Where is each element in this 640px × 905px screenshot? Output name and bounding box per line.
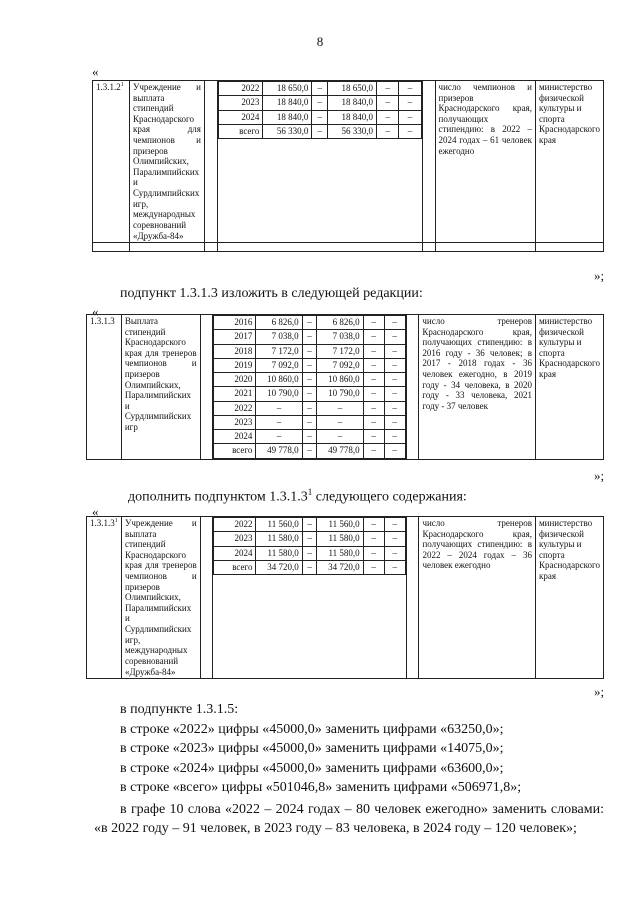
amount-cell: 7 038,0: [256, 330, 302, 344]
amount-cell: 6 826,0: [256, 316, 302, 330]
amount-cell: –: [384, 560, 405, 574]
open-quote: «: [92, 504, 99, 519]
amount-cell: –: [256, 415, 302, 429]
edits-intro: в подпункте 1.3.1.5:: [120, 702, 239, 717]
amount-cell: –: [384, 330, 405, 344]
amount-cell: 11 560,0: [256, 518, 302, 532]
amount-cell: –: [302, 373, 317, 387]
amount-cell: –: [377, 96, 399, 110]
amount-cell: –: [302, 430, 317, 444]
year-cell: 2024: [218, 110, 263, 124]
amount-cell: 49 778,0: [256, 444, 302, 458]
close-quote: »;: [594, 268, 605, 283]
amount-cell: 7 092,0: [317, 358, 363, 372]
amount-cell: –: [302, 444, 317, 458]
open-quote: «: [92, 304, 99, 319]
finance-row: [214, 444, 405, 458]
year-cell: всего: [218, 124, 263, 138]
amount-cell: –: [363, 358, 384, 372]
amount-cell: 11 580,0: [317, 532, 363, 546]
year-cell: 2024: [214, 546, 256, 560]
amount-cell: –: [363, 401, 384, 415]
year-cell: 2018: [214, 344, 256, 358]
finance-row: [214, 546, 405, 560]
amount-cell: 56 330,0: [328, 124, 377, 138]
year-cell: 2022: [214, 401, 256, 415]
amount-cell: –: [302, 316, 317, 330]
amount-cell: –: [363, 546, 384, 560]
amount-cell: –: [302, 546, 317, 560]
amount-cell: –: [312, 82, 328, 96]
heading-subitem-1-3-1-3: подпункт 1.3.1.3 изложить в следующей редакции:: [120, 286, 423, 301]
amount-cell: 34 720,0: [256, 560, 302, 574]
amount-cell: –: [312, 96, 328, 110]
finance-row: [218, 82, 421, 96]
finance-row: [214, 387, 405, 401]
open-quote: «: [92, 64, 99, 79]
year-cell: 2023: [218, 96, 263, 110]
amount-cell: –: [363, 344, 384, 358]
amount-cell: –: [363, 330, 384, 344]
item-name: Учреждение и выплата стипендий Краснодарского края для тренеров чемпионов и призеров Олимпийских, Паралимпийских и Сурдлимпийских игр, международных соревнований «Дружба-84»: [121, 517, 200, 679]
amount-cell: –: [384, 387, 405, 401]
heading-subitem-1-3-1-3-1: дополнить подпунктом 1.3.1.3$^1$ следующего содержания:: [128, 487, 467, 505]
amount-cell: –: [399, 124, 421, 138]
finance-row: [218, 96, 421, 110]
amount-cell: 18 840,0: [328, 110, 377, 124]
amount-cell: –: [363, 316, 384, 330]
amount-cell: 11 580,0: [256, 546, 302, 560]
amount-cell: 18 650,0: [328, 82, 377, 96]
finance-row: [214, 560, 405, 574]
amount-cell: –: [302, 358, 317, 372]
amount-cell: 11 580,0: [317, 546, 363, 560]
amount-cell: –: [363, 415, 384, 429]
amount-cell: –: [399, 96, 421, 110]
table-block-2: [86, 314, 604, 460]
item-executor: министерство физической культуры и спорта Краснодарского края: [535, 81, 603, 243]
amount-cell: 7 092,0: [256, 358, 302, 372]
amount-cell: –: [363, 430, 384, 444]
item-name: Выплата стипендий Краснодарского края для тренеров чемпионов и призеров Олимпийских, Паралимпийских и Сурдлимпийских игр: [121, 315, 200, 460]
edit-line: в строке «2024» цифры «45000,0» заменить цифрами «63600,0»;: [120, 760, 504, 776]
edit-line: в строке «всего» цифры «501046,8» заменить цифрами «506971,8»;: [120, 780, 522, 795]
amount-cell: –: [399, 82, 421, 96]
amount-cell: 6 826,0: [317, 316, 363, 330]
finance-row: [214, 316, 405, 330]
finance-cell: [213, 315, 406, 460]
amount-cell: –: [384, 415, 405, 429]
amount-cell: –: [363, 518, 384, 532]
amount-cell: –: [302, 518, 317, 532]
item-executor: министерство физической культуры и спорта Краснодарского края: [535, 315, 603, 460]
finance-table: [213, 315, 405, 459]
finance-row: [214, 532, 405, 546]
item-result: число тренеров Краснодарского края, получающих стипендию: в 2022 – 2024 годах – 36 человек ежегодно: [419, 517, 536, 679]
year-cell: 2023: [214, 532, 256, 546]
amount-cell: –: [256, 401, 302, 415]
amount-cell: –: [317, 415, 363, 429]
item-code: 1.3.1.2$^1$: [93, 81, 130, 243]
amount-cell: –: [312, 110, 328, 124]
close-quote: »;: [594, 468, 605, 483]
amount-cell: –: [377, 82, 399, 96]
amount-cell: 56 330,0: [263, 124, 312, 138]
finance-row: [214, 373, 405, 387]
amount-cell: –: [302, 344, 317, 358]
amount-cell: 10 790,0: [317, 387, 363, 401]
amount-cell: 18 840,0: [263, 96, 312, 110]
amount-cell: –: [317, 430, 363, 444]
edit-line-wrap: в графе 10 слова «2022 – 2024 годах – 80 человек ежегодно» заменить словами: «в 2022 году – 91 человек, в 2023 году – 83 человека, в 2024 году – 120 человек»;: [94, 802, 604, 836]
year-cell: 2023: [214, 415, 256, 429]
finance-row: [214, 330, 405, 344]
amount-cell: –: [384, 373, 405, 387]
amount-cell: –: [384, 358, 405, 372]
finance-cell: [217, 81, 422, 243]
amount-cell: –: [363, 560, 384, 574]
amount-cell: 18 650,0: [263, 82, 312, 96]
amount-cell: 7 172,0: [317, 344, 363, 358]
amount-cell: –: [377, 124, 399, 138]
amount-cell: 10 860,0: [256, 373, 302, 387]
finance-row: [214, 518, 405, 532]
amount-cell: –: [302, 532, 317, 546]
item-executor: министерство физической культуры и спорта Краснодарского края: [535, 517, 603, 679]
amount-cell: 10 790,0: [256, 387, 302, 401]
amount-cell: –: [302, 560, 317, 574]
edit-line: в строке «2022» цифры «45000,0» заменить цифрами «63250,0»;: [120, 721, 504, 737]
year-cell: всего: [214, 560, 256, 574]
finance-cell: [213, 517, 406, 679]
finance-row: [214, 430, 405, 444]
amount-cell: –: [363, 387, 384, 401]
amount-cell: –: [302, 330, 317, 344]
finance-row: [218, 110, 421, 124]
year-cell: 2017: [214, 330, 256, 344]
amount-cell: 18 840,0: [263, 110, 312, 124]
amount-cell: –: [317, 401, 363, 415]
amount-cell: –: [302, 415, 317, 429]
edits-list: [120, 702, 600, 798]
amount-cell: –: [384, 532, 405, 546]
amount-cell: –: [384, 518, 405, 532]
finance-row: [218, 124, 421, 138]
amount-cell: 7 172,0: [256, 344, 302, 358]
year-cell: 2019: [214, 358, 256, 372]
amount-cell: 34 720,0: [317, 560, 363, 574]
amount-cell: –: [256, 430, 302, 444]
amount-cell: –: [302, 387, 317, 401]
amount-cell: 11 580,0: [256, 532, 302, 546]
finance-table: [218, 81, 422, 139]
year-cell: 2020: [214, 373, 256, 387]
amount-cell: –: [312, 124, 328, 138]
edit-line: в строке «2023» цифры «45000,0» заменить цифрами «14075,0»;: [120, 741, 504, 756]
amount-cell: –: [302, 401, 317, 415]
finance-table: [213, 517, 405, 575]
item-code: 1.3.1.3: [87, 315, 122, 460]
year-cell: 2022: [218, 82, 263, 96]
year-cell: 2021: [214, 387, 256, 401]
finance-row: [214, 344, 405, 358]
year-cell: 2022: [214, 518, 256, 532]
amount-cell: –: [384, 546, 405, 560]
amount-cell: –: [399, 110, 421, 124]
item-result: число тренеров Краснодарского края, получающих стипендию: в 2016 году - 36 человек; в 2017 - 2018 годах - 36 человек ежегодно, в 2019 году - 34 человека, в 2020 году - 33 человека, 2021 году - 37 человек: [419, 315, 536, 460]
amount-cell: –: [377, 110, 399, 124]
amount-cell: –: [384, 430, 405, 444]
finance-row: [214, 401, 405, 415]
amount-cell: –: [384, 316, 405, 330]
amount-cell: –: [363, 373, 384, 387]
close-quote: »;: [594, 684, 605, 699]
finance-row: [214, 358, 405, 372]
table-block-3: [86, 516, 604, 679]
item-name: Учреждение и выплата стипендий Краснодарского края для чемпионов и призеров Олимпийских, Паралимпийских и Сурдлимпийских игр, международных соревнований «Дружба-84»: [129, 81, 204, 243]
amount-cell: 49 778,0: [317, 444, 363, 458]
amount-cell: –: [384, 401, 405, 415]
amount-cell: 10 860,0: [317, 373, 363, 387]
page-number: 8: [316, 34, 324, 49]
finance-row: [214, 415, 405, 429]
amount-cell: –: [384, 444, 405, 458]
amount-cell: 18 840,0: [328, 96, 377, 110]
amount-cell: –: [363, 532, 384, 546]
table-block-1: [92, 80, 604, 252]
year-cell: всего: [214, 444, 256, 458]
amount-cell: 7 038,0: [317, 330, 363, 344]
amount-cell: –: [363, 444, 384, 458]
amount-cell: –: [384, 344, 405, 358]
item-result: число чемпионов и призеров Краснодарского края, получающих стипендию: в 2022 – 2024 годах – 61 человек ежегодно: [435, 81, 535, 243]
amount-cell: 11 560,0: [317, 518, 363, 532]
item-code: 1.3.1.3$^1$: [87, 517, 122, 679]
year-cell: 2024: [214, 430, 256, 444]
year-cell: 2016: [214, 316, 256, 330]
